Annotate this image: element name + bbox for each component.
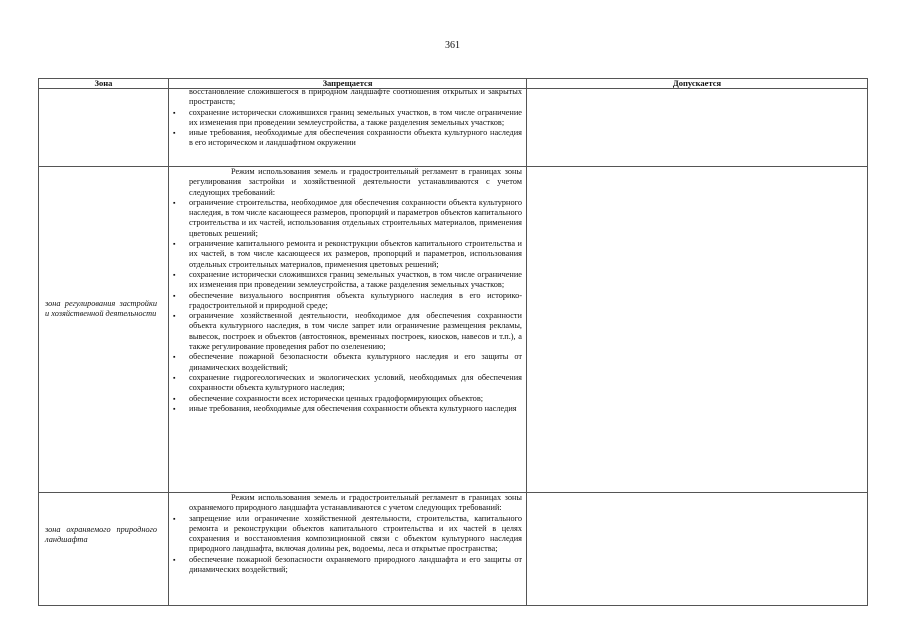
bullet-icon: ▪ — [173, 555, 176, 564]
bullet-icon: ▪ — [173, 198, 176, 207]
bullet-icon: ▪ — [173, 270, 176, 279]
list-item: ▪ обеспечение пожарной безопасности объекта культурного наследия и его защиты от динамических воздействий; — [173, 352, 522, 372]
zone-name: зона регулирования застройки и хозяйственной деятельности — [45, 299, 157, 319]
prohibited-cell — [169, 493, 527, 606]
allowed-cell — [527, 493, 868, 606]
continued-text: восстановление сложившегося в природном ландшафте соотношения открытых и закрытых пространств; — [189, 89, 522, 107]
bullet-icon: ▪ — [173, 514, 176, 523]
list-item: ▪ обеспечение визуального восприятия объекта культурного наследия в его историко-градостроительной и природной среде; — [173, 290, 522, 310]
bullet-icon: ▪ — [173, 108, 176, 117]
table-row — [39, 89, 868, 167]
bullet-icon: ▪ — [173, 394, 176, 403]
zone-cell-empty — [39, 89, 169, 167]
prohibited-cell — [169, 167, 527, 493]
header-allowed: Допускается — [527, 79, 868, 89]
table-row — [39, 493, 868, 606]
list-item: ▪ сохранение гидрогеологических и экологических условий, необходимых для обеспечения сохранности объекта культурного наследия; — [173, 372, 522, 393]
bullet-icon: ▪ — [173, 312, 176, 321]
header-zone: Зона — [39, 79, 169, 89]
list-item: ▪ ограничение капитального ремонта и реконструкции объектов капитального строительства и их частей, в том числе касающееся их размеров, пропорций и параметров, использования отдельных строительных материалов, применения цветовых решений; — [173, 239, 522, 269]
list-item: ▪ сохранение исторически сложившихся границ земельных участков, в том числе ограничение их изменения при проведении землеустройства, а также разделения земельных участков; — [173, 107, 522, 127]
list-item: ▪ иные требования, необходимые для обеспечения сохранности объекта культурного наследия — [173, 403, 517, 413]
table-row — [39, 167, 868, 493]
list-item: ▪ обеспечение пожарной безопасности охраняемого природного ландшафта и его защиты от динамических воздействий; — [173, 554, 522, 575]
allowed-cell — [527, 89, 868, 167]
bullet-icon: ▪ — [173, 240, 176, 249]
list-item: ▪ иные требования, необходимые для обеспечения сохранности объекта культурного наследия в его историческом и ландшафтном окружении — [173, 128, 522, 148]
allowed-cell — [527, 167, 868, 493]
regime-intro: Режим использования земель и градостроительный регламент в границах зоны охраняемого природного ландшафта устанавливаются с учетом следующих требований: — [189, 493, 522, 513]
list-item: ▪ ограничение хозяйственной деятельности, необходимое для обеспечения сохранности объекта культурного наследия, в том числе запрет или ограничение размещения рекламы, вывесок, построек и объектов (автостоянок, временных построек, киосков, навесов и т.п.), а также регулирование проведения работ по озеленению; — [173, 311, 522, 352]
page-number: 361 — [445, 40, 460, 51]
regime-intro: Режим использования земель и градостроительный регламент в границах зоны регулирования застройки и хозяйственной деятельности устанавливаются с учетом следующих требований: — [189, 167, 522, 197]
zone-name: зона охраняемого природного ландшафта — [45, 525, 157, 545]
zone-cell — [39, 493, 169, 606]
header-prohibited: Запрещается — [169, 79, 527, 89]
bullet-icon: ▪ — [173, 373, 176, 382]
list-item: ▪ сохранение исторически сложившихся границ земельных участков, в том числе ограничение их изменения при проведении землеустройства, а также разделения земельных участков; — [173, 269, 522, 290]
bullet-icon: ▪ — [173, 129, 176, 138]
bullet-icon: ▪ — [173, 291, 176, 300]
prohibited-cell — [169, 89, 527, 167]
zones-table — [38, 78, 868, 606]
list-item: ▪ запрещение или ограничение хозяйственной деятельности, строительства, капитального ремонта и реконструкции объектов капитального строительства и их частей в целях сохранения и восстановления композиционной связи с объектом культурного наследия природного ландшафта, включая долины рек, водоемы, леса и открытые пространства; — [173, 513, 522, 554]
bullet-icon: ▪ — [173, 353, 176, 362]
list-item: ▪ ограничение строительства, необходимое для обеспечения сохранности объекта культурного наследия, в том числе касающееся размеров, пропорций и параметров объектов капитального строительства и их частей, использования отдельных строительных материалов, применения цветовых решений; — [173, 197, 522, 238]
bullet-icon: ▪ — [173, 404, 176, 413]
table-header-row — [39, 79, 868, 89]
zone-cell — [39, 167, 169, 493]
list-item: ▪ обеспечение сохранности всех исторически ценных градоформирующих объектов; — [173, 393, 484, 403]
